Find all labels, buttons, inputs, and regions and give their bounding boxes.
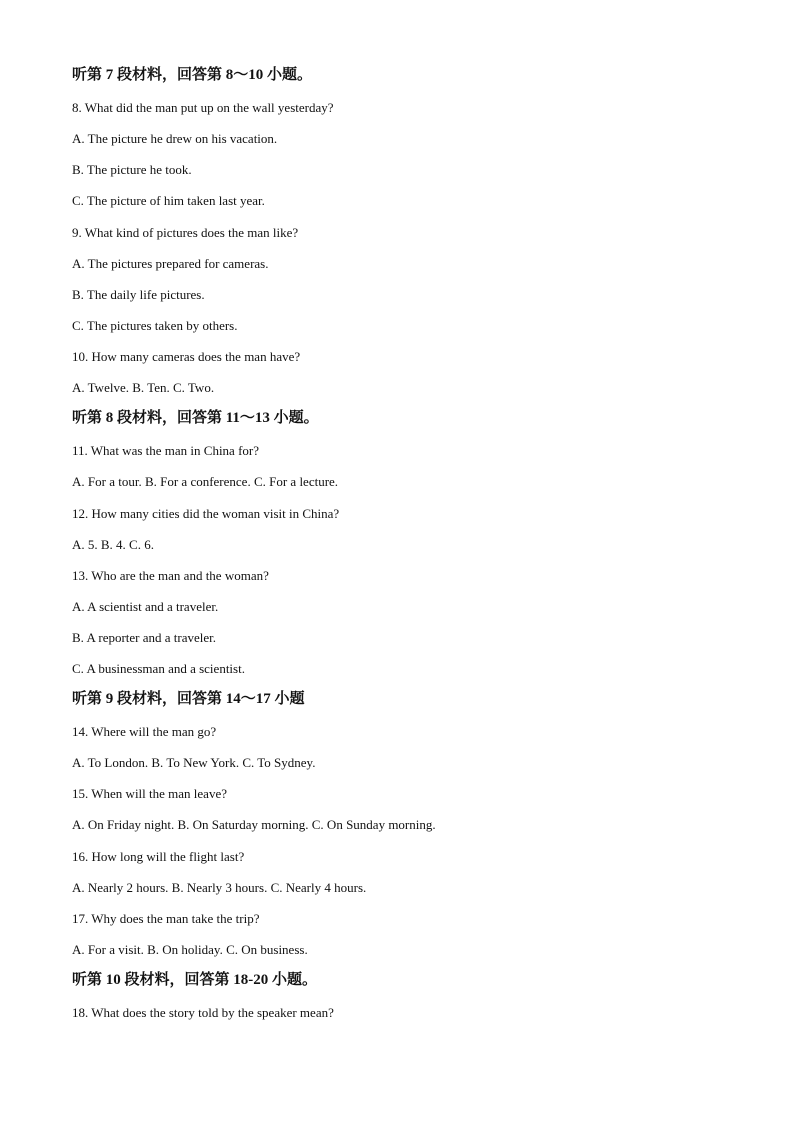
question-text: 14. Where will the man go? — [72, 724, 217, 739]
answer-option: A. Nearly 2 hours. B. Nearly 3 hours. C. Nearly 4 hours. — [72, 880, 367, 895]
question-text: 10. How many cameras does the man have? — [72, 349, 301, 364]
question-text: 15. When will the man leave? — [72, 786, 227, 801]
answer-option: A. The picture he drew on his vacation. — [72, 131, 278, 146]
question-text: 18. What does the story told by the speaker mean? — [72, 1005, 334, 1020]
answer-option: C. A businessman and a scientist. — [72, 661, 245, 676]
question-text: 12. How many cities did the woman visit in China? — [72, 506, 340, 521]
question-text: 16. How long will the flight last? — [72, 849, 245, 864]
answer-option: A. To London. B. To New York. C. To Sydney. — [72, 755, 316, 770]
answer-option: B. A reporter and a traveler. — [72, 630, 217, 645]
question-text: 9. What kind of pictures does the man like? — [72, 225, 299, 240]
question-text: 8. What did the man put up on the wall yesterday? — [72, 100, 334, 115]
answer-option: A. Twelve. B. Ten. C. Two. — [72, 380, 215, 395]
answer-option: A. A scientist and a traveler. — [72, 599, 219, 614]
answer-option: C. The picture of him taken last year. — [72, 193, 265, 208]
answer-option: C. The pictures taken by others. — [72, 318, 238, 333]
question-text: 11. What was the man in China for? — [72, 443, 260, 458]
question-text: 13. Who are the man and the woman? — [72, 568, 269, 583]
answer-option: A. 5. B. 4. C. 6. — [72, 537, 154, 552]
question-text: 17. Why does the man take the trip? — [72, 911, 260, 926]
section-heading: 听第 8 段材料，回答第 11～13 小题。 — [72, 410, 319, 426]
section-heading: 听第 10 段材料，回答第 18-20 小题。 — [72, 972, 317, 988]
answer-option: B. The picture he took. — [72, 162, 192, 177]
section-heading: 听第 9 段材料，回答第 14～17 小题 — [72, 691, 305, 707]
answer-option: A. The pictures prepared for cameras. — [72, 256, 269, 271]
answer-option: A. For a tour. B. For a conference. C. For a lecture. — [72, 474, 339, 489]
answer-option: A. For a visit. B. On holiday. C. On business. — [72, 942, 308, 957]
answer-option: A. On Friday night. B. On Saturday morning. C. On Sunday morning. — [72, 817, 436, 832]
answer-option: B. The daily life pictures. — [72, 287, 205, 302]
section-heading: 听第 7 段材料，回答第 8～10 小题。 — [72, 67, 313, 83]
